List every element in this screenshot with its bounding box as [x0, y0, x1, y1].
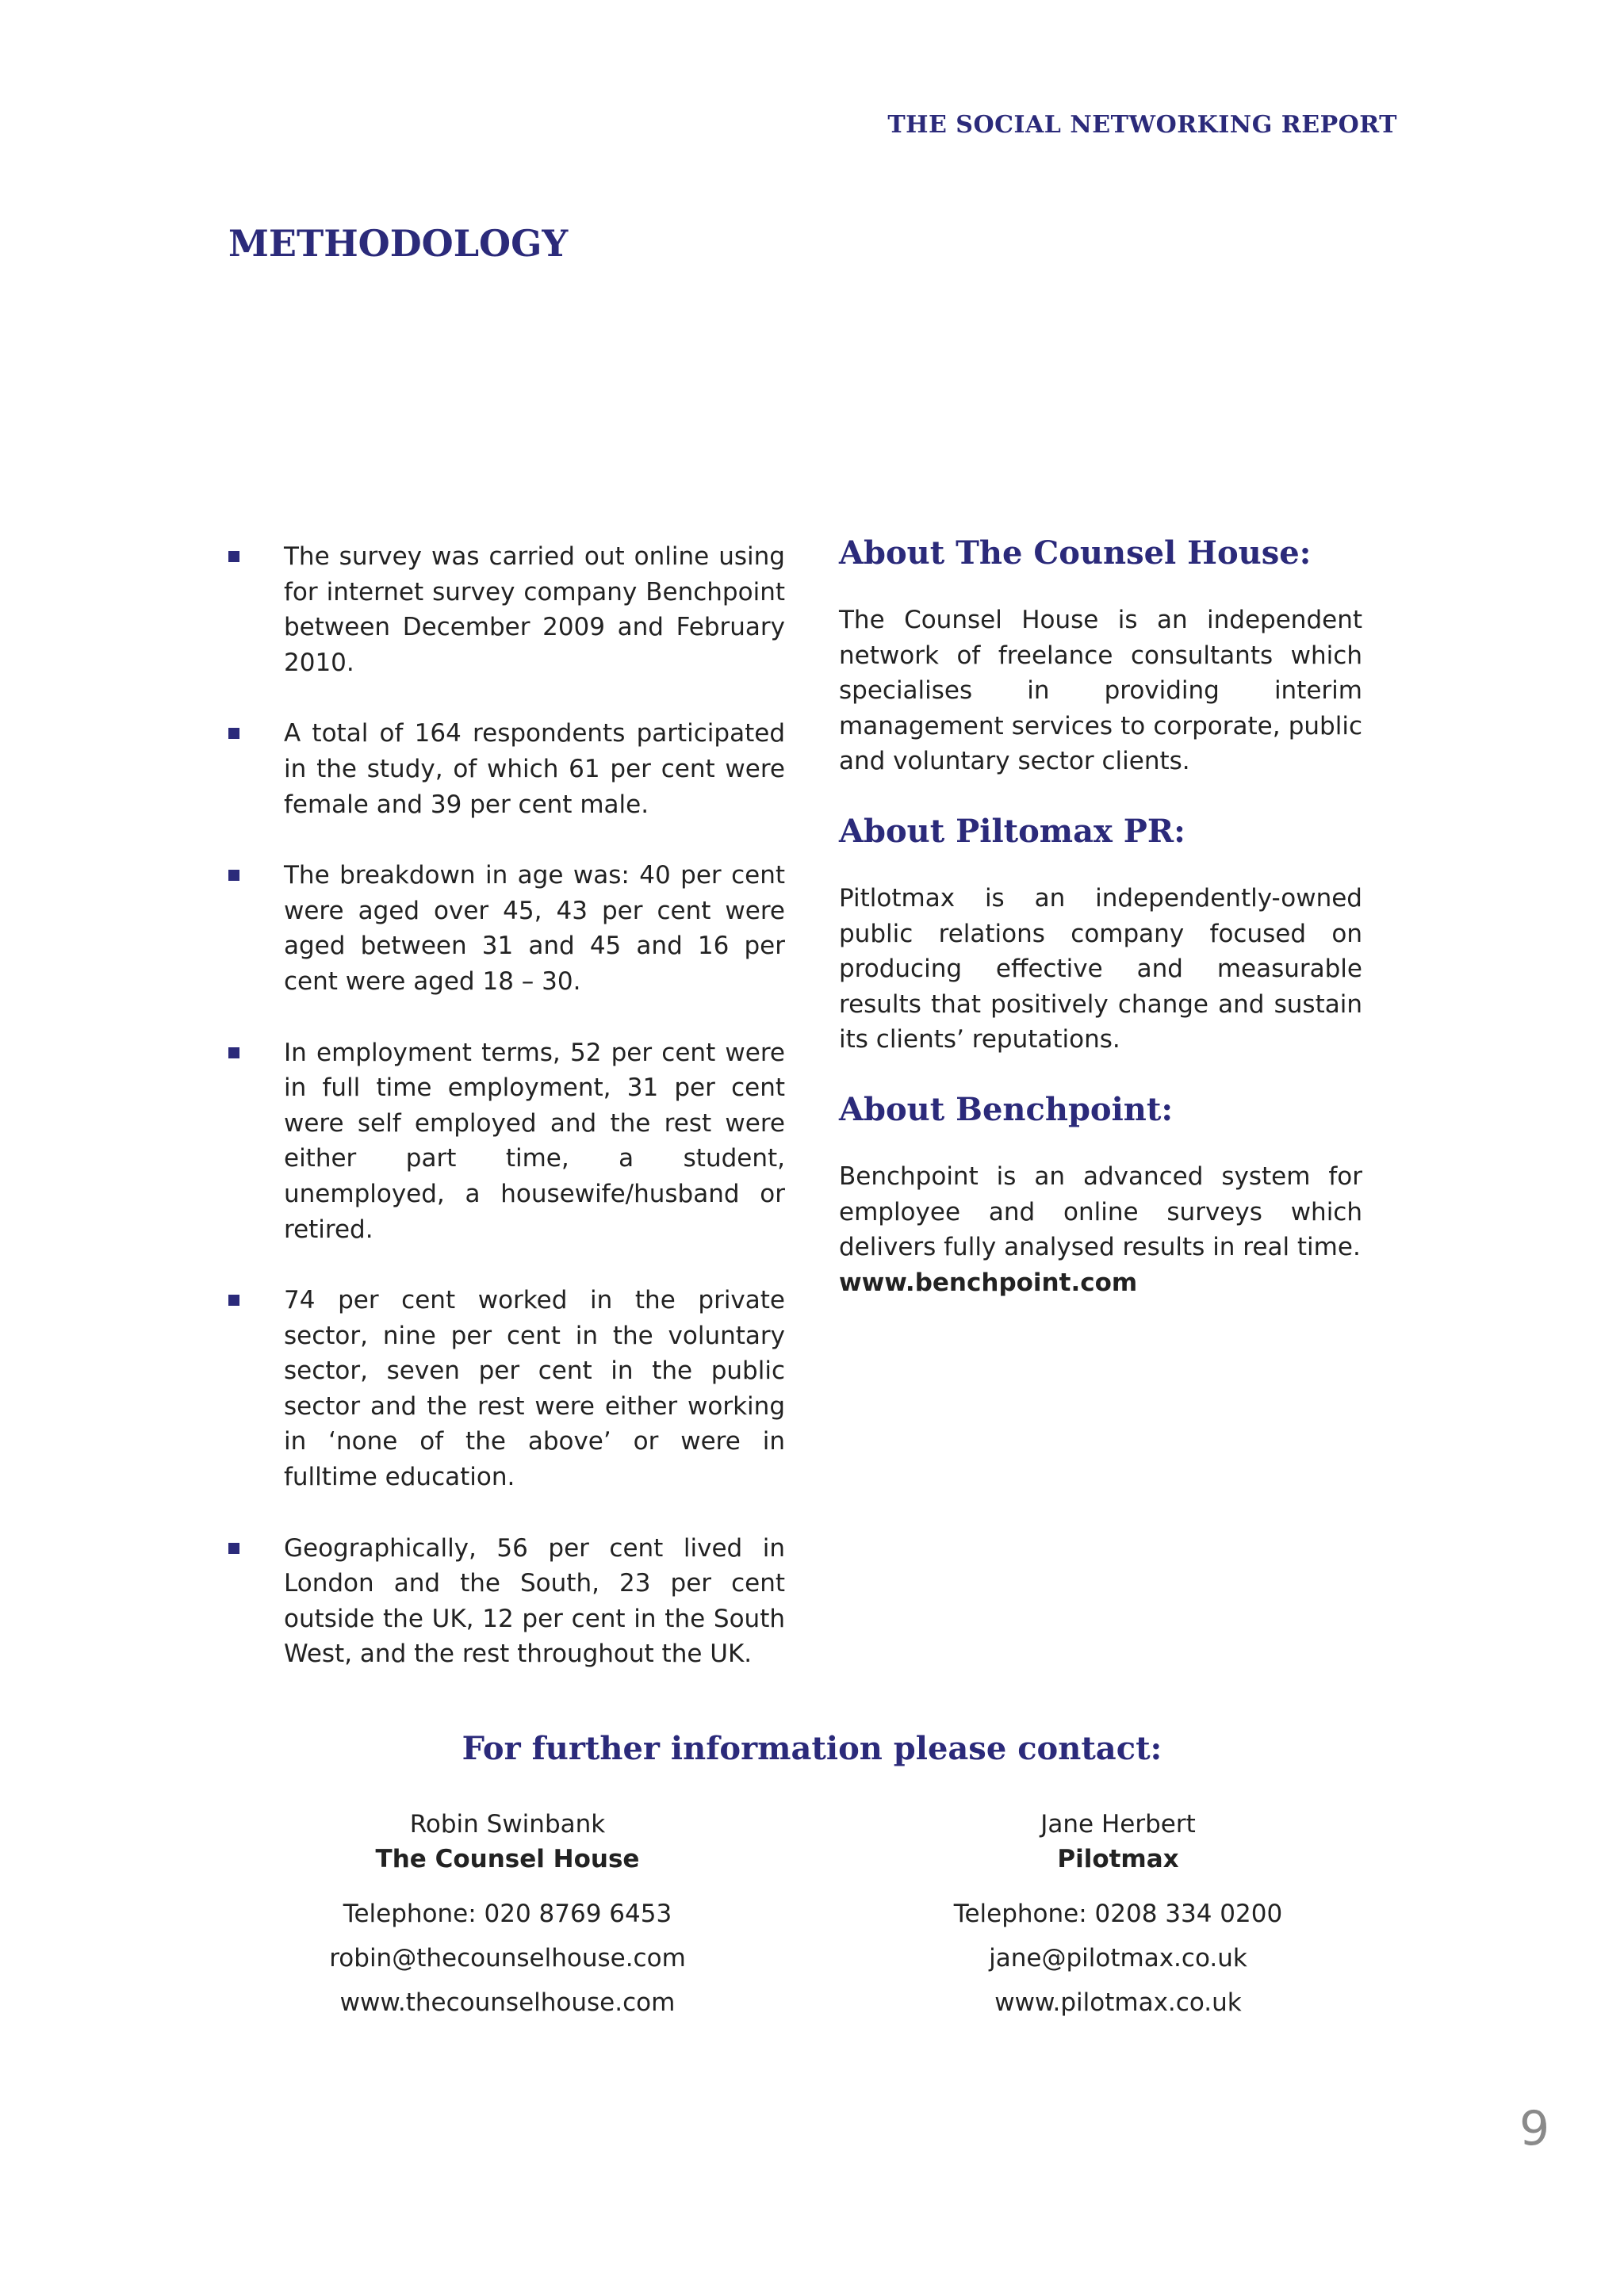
about-benchpoint-heading: About Benchpoint:: [839, 1090, 1174, 1128]
bullet-item: [228, 539, 785, 680]
contact-card-pilotmax: [912, 1808, 1324, 2025]
about-section: [839, 533, 1362, 1332]
bullet-item: [228, 858, 785, 999]
square-bullet-icon: [228, 551, 239, 562]
bullet-text: Geographically, 56 per cent lived in London and the South, 23 per cent outside the UK, 12 per cent in the South West, and the rest throughout the UK.: [284, 1533, 785, 1669]
contact-heading: For further information please contact:: [462, 1730, 1162, 1767]
bullet-item: [228, 1531, 785, 1672]
benchpoint-website-link[interactable]: www.benchpoint.com: [839, 1268, 1138, 1297]
bullet-item: [228, 1035, 785, 1248]
bullet-text: The breakdown in age was: 40 per cent were aged over 45, 43 per cent were aged between 31 and 45 and 16 per cent were aged 18 – 30.: [284, 861, 785, 996]
contact-organisation: The Counsel House: [375, 1845, 640, 1873]
contact-phone: Telephone: 0208 334 0200: [953, 1900, 1283, 1928]
square-bullet-icon: [228, 728, 239, 739]
contact-card-counsel-house: [301, 1808, 714, 2025]
contact-website-link[interactable]: www.pilotmax.co.uk: [994, 1988, 1242, 2017]
page-number: 9: [1519, 2101, 1550, 2156]
bullet-item: [228, 716, 785, 822]
contact-name: Jane Herbert: [1040, 1810, 1196, 1839]
bullet-text: The survey was carried out online using for internet survey company Benchpoint between December 2009 and February 2010.: [284, 542, 785, 677]
about-counsel-house-heading: About The Counsel House:: [839, 534, 1312, 572]
square-bullet-icon: [228, 1543, 239, 1554]
about-counsel-house-body: The Counsel House is an independent network of freelance consultants which specialises in providing interim management services to corporate, public and voluntary sector clients.: [839, 606, 1362, 776]
contact-name: Robin Swinbank: [409, 1810, 606, 1839]
square-bullet-icon: [228, 1295, 239, 1306]
about-piltomax-body: Pitlotmax is an independently-owned public relations company focused on producing effective and measurable results that positively change and sustain its clients’ reputations.: [839, 883, 1362, 1054]
contact-website-link[interactable]: www.thecounselhouse.com: [339, 1988, 676, 2017]
about-piltomax-heading: About Piltomax PR:: [839, 812, 1185, 850]
bullet-item: [228, 1283, 785, 1495]
about-benchpoint-body: Benchpoint is an advanced system for employee and online surveys which delivers fully analysed results in real time.: [839, 1161, 1362, 1262]
contact-organisation: Pilotmax: [1057, 1845, 1179, 1873]
square-bullet-icon: [228, 1047, 239, 1058]
contact-email-link[interactable]: jane@pilotmax.co.uk: [989, 1944, 1247, 1973]
page-title: METHODOLOGY: [228, 222, 569, 265]
bullet-text: 74 per cent worked in the private sector, nine per cent in the voluntary sector, seven per cent in the public sector and the rest were either working in ‘none of the above’ or were in fulltime education.: [284, 1286, 785, 1492]
about-benchpoint-paragraph: [839, 1159, 1362, 1300]
bullet-text: A total of 164 respondents participated in the study, of which 61 per cent were female and 39 per cent male.: [284, 719, 785, 819]
contact-phone: Telephone: 020 8769 6453: [343, 1900, 672, 1928]
square-bullet-icon: [228, 870, 239, 881]
bullet-text: In employment terms, 52 per cent were in full time employment, 31 per cent were self employed and the rest were either part time, a student, unemployed, a housewife/husband or retired.: [284, 1038, 785, 1244]
methodology-bullet-list: [228, 539, 785, 1708]
running-header: THE SOCIAL NETWORKING REPORT: [887, 111, 1397, 139]
contact-email-link[interactable]: robin@thecounselhouse.com: [329, 1944, 686, 1973]
